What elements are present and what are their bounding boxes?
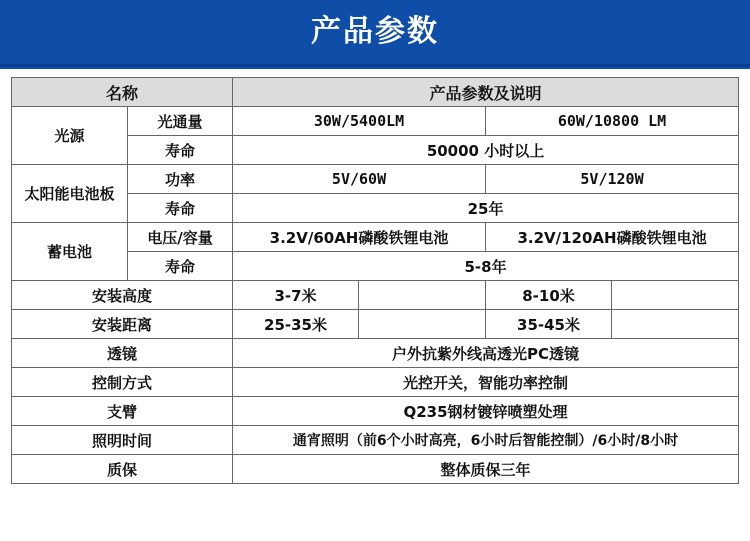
table-row (12, 223, 739, 252)
sub-label-capacity: 电压/容量 (128, 223, 233, 252)
lens-value: 户外抗紫外线高透光PC透镜 (233, 339, 739, 368)
empty-cell (612, 310, 739, 339)
install-height-b: 8-10米 (486, 281, 612, 310)
table-row (12, 281, 739, 310)
empty-cell (359, 310, 486, 339)
row-label-solar-panel: 太阳能电池板 (12, 165, 128, 223)
sub-label-life: 寿命 (128, 194, 233, 223)
table-row (12, 310, 739, 339)
power-value-a: 5V/60W (233, 165, 486, 194)
sub-label-flux: 光通量 (128, 107, 233, 136)
spec-table (11, 77, 739, 484)
table-row (12, 339, 739, 368)
empty-cell (359, 281, 486, 310)
table-header-row (12, 78, 739, 107)
banner-divider (0, 64, 750, 67)
install-spacing-b: 35-45米 (486, 310, 612, 339)
light-life-value: 50000 小时以上 (233, 136, 739, 165)
table-row (12, 455, 739, 484)
flux-value-a: 30W/5400LM (233, 107, 486, 136)
table-row (12, 165, 739, 194)
sub-label-power: 功率 (128, 165, 233, 194)
flux-value-b: 60W/10800 LM (486, 107, 739, 136)
row-label-arm: 支臂 (12, 397, 233, 426)
capacity-value-a: 3.2V/60AH磷酸铁锂电池 (233, 223, 486, 252)
row-label-warranty: 质保 (12, 455, 233, 484)
capacity-value-b: 3.2V/120AH磷酸铁锂电池 (486, 223, 739, 252)
arm-value: Q235钢材镀锌喷塑处理 (233, 397, 739, 426)
row-label-light-source: 光源 (12, 107, 128, 165)
install-height-a: 3-7米 (233, 281, 359, 310)
page-title: 产品参数 (311, 14, 439, 49)
warranty-value: 整体质保三年 (233, 455, 739, 484)
header-name: 名称 (12, 78, 233, 107)
sub-label-life: 寿命 (128, 136, 233, 165)
row-label-battery: 蓄电池 (12, 223, 128, 281)
row-label-lens: 透镜 (12, 339, 233, 368)
row-label-control: 控制方式 (12, 368, 233, 397)
row-label-install-height: 安装高度 (12, 281, 233, 310)
control-value: 光控开关，智能功率控制 (233, 368, 739, 397)
power-value-b: 5V/120W (486, 165, 739, 194)
battery-life-value: 5-8年 (233, 252, 739, 281)
empty-cell (612, 281, 739, 310)
install-spacing-a: 25-35米 (233, 310, 359, 339)
lighting-time-value: 通宵照明（前6个小时高亮，6小时后智能控制）/6小时/8小时 (233, 426, 739, 455)
row-label-lighting-time: 照明时间 (12, 426, 233, 455)
table-row (12, 397, 739, 426)
row-label-install-spacing: 安装距离 (12, 310, 233, 339)
table-row (12, 426, 739, 455)
table-row (12, 107, 739, 136)
table-row (12, 368, 739, 397)
sub-label-life: 寿命 (128, 252, 233, 281)
header-params: 产品参数及说明 (233, 78, 739, 107)
solar-life-value: 25年 (233, 194, 739, 223)
